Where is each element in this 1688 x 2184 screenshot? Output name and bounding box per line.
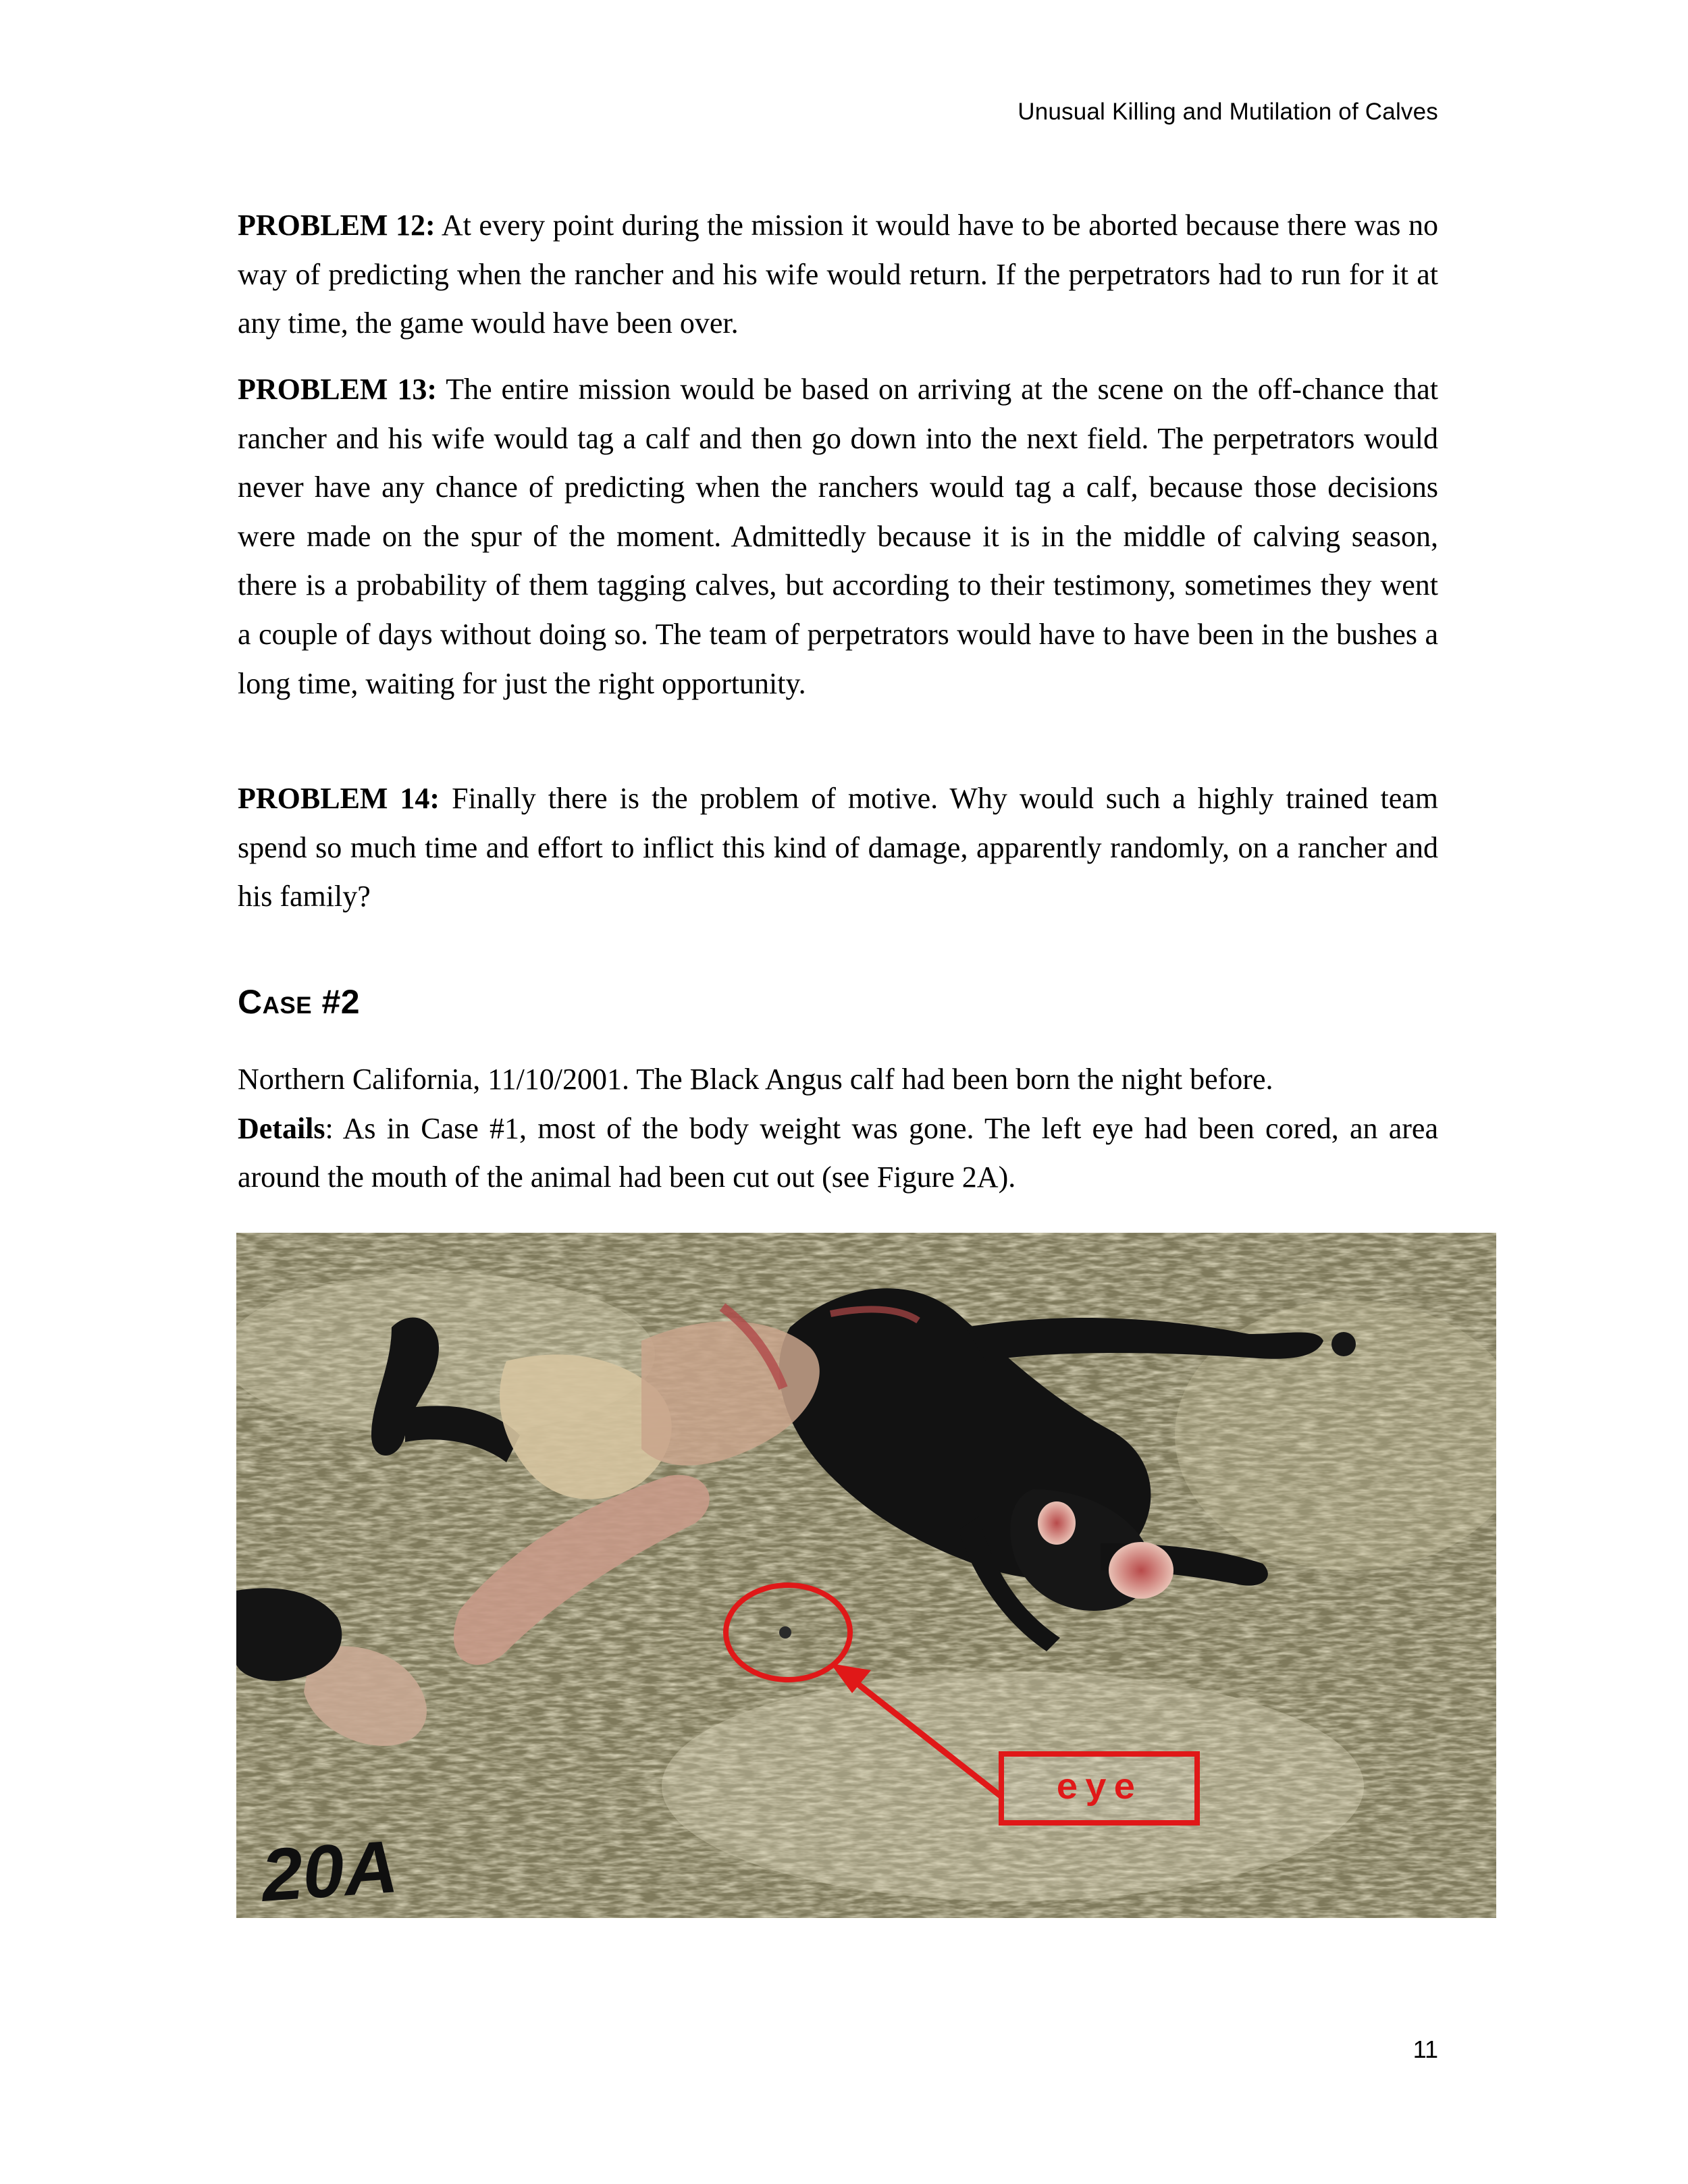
annotation-label: eye xyxy=(1056,1769,1142,1810)
case-heading: Case #2 xyxy=(238,983,361,1021)
problem-text: The entire mission would be based on arriving at the scene on the off-chance that rancher and his wife would tag a calf and then go down into the next field. The perpetrators would never have any chance of predicting when the ranchers would tag a calf, because those decisions were made on the spur of the moment. Admittedly because it is in the middle of calving season, there is a probability of them tagging calves, but according to their testimony, sometimes they went a couple of days without doing so. The team of perpetrators would have to have been in the bushes a long time, waiting for just the right opportunity. xyxy=(238,373,1438,700)
case-description xyxy=(238,1055,1438,1202)
problem-text: At every point during the mission it would have to be aborted because there was no way of predicting when the rancher and his wife would return. If the perpetrators had to run for it at any time, the game would have been over. xyxy=(238,209,1438,340)
problem-label: PROBLEM 14: xyxy=(238,782,440,815)
problem-label: PROBLEM 13: xyxy=(238,373,438,406)
details-label: Details xyxy=(238,1111,325,1145)
photo-marking: 20A xyxy=(259,1825,400,1917)
case-intro-line: Northern California, 11/10/2001. The Black Angus calf had been born the night before. xyxy=(238,1063,1273,1096)
running-header: Unusual Killing and Mutilation of Calves xyxy=(1018,99,1438,125)
problem-12-paragraph xyxy=(238,201,1438,348)
problem-14-paragraph xyxy=(238,774,1438,922)
cored-eye-mark xyxy=(779,1626,791,1639)
page-number: 11 xyxy=(1413,2035,1438,2063)
mouth-wound xyxy=(1109,1542,1173,1599)
eye-wound xyxy=(1038,1501,1076,1545)
details-text: : As in Case #1, most of the body weight was gone. The left eye had been cored, an area around the mouth of the animal had been cut out (see Figure 2A). xyxy=(238,1111,1438,1194)
figure-2a-photo xyxy=(236,1233,1496,1918)
problem-text: Finally there is the problem of motive. Why would such a highly trained team spend so much time and effort to inflict this kind of damage, apparently randomly, on a rancher and his family? xyxy=(238,782,1439,913)
problem-13-paragraph xyxy=(238,365,1438,708)
problem-label: PROBLEM 12: xyxy=(238,209,436,242)
